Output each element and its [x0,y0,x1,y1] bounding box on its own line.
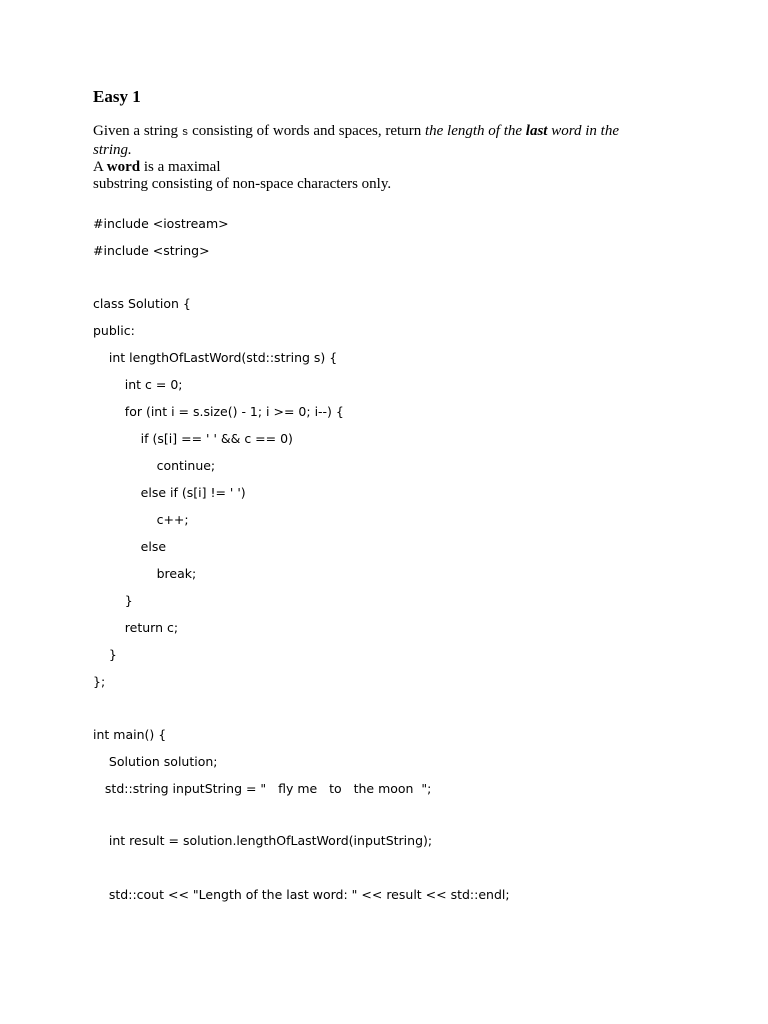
code-line: else [93,539,167,554]
code-line: }; [93,674,106,689]
code-line: #include <string> [93,243,210,258]
code-line: c++; [93,512,189,527]
problem-line-1 [93,123,653,159]
code-line: int c = 0; [93,377,183,392]
code-line: class Solution { [93,296,191,311]
problem-italic-text: word in the string. [93,123,619,158]
code-line: for (int i = s.size() - 1; i >= 0; i--) { [93,404,344,419]
problem-text: A [93,159,107,175]
code-line: Solution solution; [93,754,218,769]
problem-text: consisting of words and spaces, return [188,123,425,139]
code-line: else if (s[i] != ' ') [93,485,246,500]
code-line: std::string inputString = " fly me to the moon "; [93,781,432,796]
code-line: return c; [93,620,179,635]
problem-line-2 [93,159,653,176]
document-heading: Easy 1 [93,87,141,106]
code-line: int main() { [93,727,167,742]
problem-text: Given a string [93,123,182,139]
code-line: break; [93,566,197,581]
code-line: } [93,647,117,662]
code-line: public: [93,323,135,338]
code-line: #include <iostream> [93,216,229,231]
code-line: } [93,593,133,608]
code-line: std::cout << "Length of the last word: " << result << std::endl; [93,887,510,902]
problem-line-3: substring consisting of non-space characters only. [93,176,392,192]
problem-text: is a maximal [140,159,221,175]
problem-bold-text: word [106,159,141,175]
variable-s: s [181,127,189,139]
problem-statement [93,123,653,193]
problem-italic-text: the length of the [424,123,526,139]
code-line: continue; [93,458,216,473]
code-line: int result = solution.lengthOfLastWord(inputString); [93,833,433,848]
code-line: int lengthOfLastWord(std::string s) { [93,350,338,365]
code-line: if (s[i] == ' ' && c == 0) [93,431,293,446]
problem-bold-italic-text: last [525,123,548,139]
